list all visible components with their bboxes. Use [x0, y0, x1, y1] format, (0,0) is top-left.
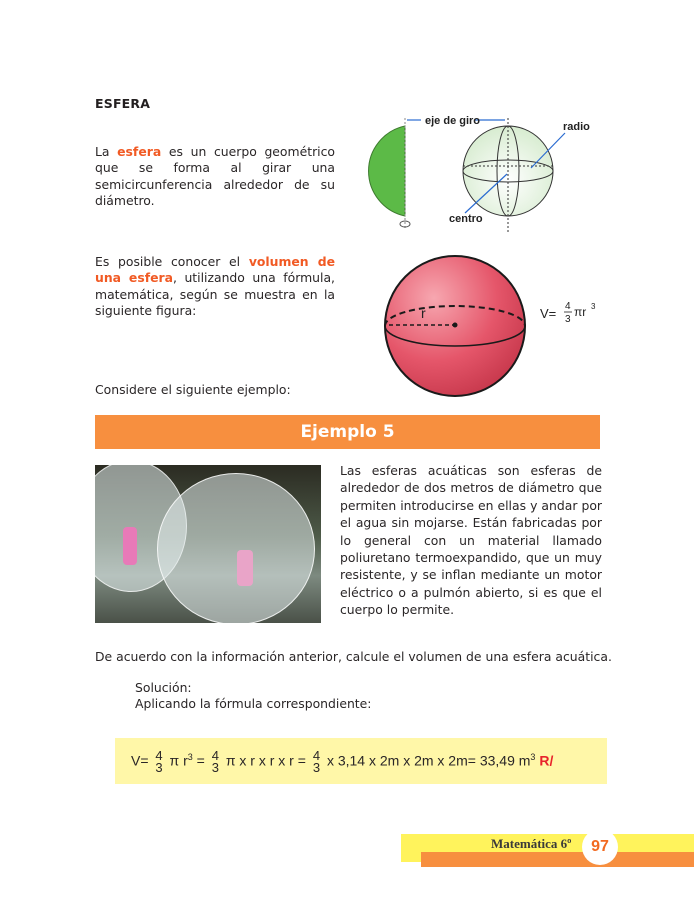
footer-orange-bar: [421, 852, 694, 867]
axis-label: eje de giro: [425, 115, 481, 127]
page-number: 97: [582, 829, 618, 865]
intro-paragraph: [95, 144, 335, 210]
highlight-esfera: esfera: [117, 144, 162, 159]
fraction-4-3: [212, 750, 219, 774]
volume-formula-exp: 3: [591, 302, 596, 311]
formula-exp: 3: [187, 752, 193, 763]
section-title: ESFERA: [95, 96, 151, 111]
child-right: [237, 550, 253, 586]
volume-formula-num: 4: [565, 301, 571, 312]
fraction-4-3: [313, 750, 320, 774]
frac-den: 3: [155, 760, 163, 775]
frac-num: 4: [312, 748, 321, 763]
water-sphere-right: [157, 473, 315, 623]
frac-num: 4: [155, 748, 163, 763]
solution-label: Solución:: [135, 680, 192, 695]
formula-eq: =: [192, 752, 209, 769]
formula-box: [115, 738, 607, 784]
radius-label: radio: [563, 121, 590, 133]
volume-text-start: Es posible conocer el: [95, 254, 249, 269]
formula-v: V=: [131, 752, 149, 769]
formula-unit-exp: 3: [530, 752, 536, 763]
intro-text-end: es un cuerpo geométrico que se forma al girar una semicircunferencia alrededor de su diámetro.: [95, 144, 335, 209]
fraction-4-3: [155, 750, 162, 774]
water-spheres-photo: [95, 465, 321, 623]
volume-formula-suffix: πr: [574, 305, 587, 319]
center-label: centro: [449, 213, 483, 225]
formula-result: x 3,14 x 2m x 2m x 2m= 33,49 m: [326, 752, 531, 769]
example-description: Las esferas acuáticas son esferas de alrededor de dos metros de diámetro que permiten introducirse en ellas y andar por el agua sin mojarse. Están fabricadas por lo general con un material llamado poliuretano termoexpandido, que un muy resistente, y se inflan mediante un motor eléctrico o a pulmón abierto, si es que el cuerpo lo permite.: [340, 463, 602, 618]
green-semicircle: [369, 126, 405, 216]
highlight-volumen: volumen de una esfera: [95, 254, 335, 286]
center-dot: [453, 323, 458, 328]
radius-r-label: r: [421, 305, 426, 321]
intro-text-start: La: [95, 144, 118, 159]
volume-text-end: , utilizando una fórmula, matemática, según se muestra en la siguiente figura:: [95, 270, 335, 319]
formula-pi-r: π r: [169, 752, 188, 769]
volume-formula-prefix: V=: [540, 306, 557, 321]
child-left: [123, 527, 137, 565]
sphere-volume-diagram: [375, 248, 625, 398]
sphere-rotation-diagram: [355, 98, 635, 234]
volume-formula-den: 3: [565, 314, 571, 325]
formula-expanded: π x r x r x r =: [225, 752, 310, 769]
frac-num: 4: [211, 748, 219, 763]
footer-subject-label: Matemática 6º: [491, 836, 572, 851]
example-intro: Considere el siguiente ejemplo:: [95, 382, 291, 397]
volume-paragraph: [95, 254, 335, 320]
solution-step: Aplicando la fórmula correspondiente:: [135, 696, 372, 711]
example-question: De acuerdo con la información anterior, calcule el volumen de una esfera acuática.: [95, 649, 612, 664]
frac-den: 3: [211, 760, 219, 775]
example-banner: Ejemplo 5: [95, 415, 600, 449]
solution-formula: [131, 750, 553, 774]
answer-mark: R/: [539, 752, 554, 769]
frac-den: 3: [312, 760, 321, 775]
